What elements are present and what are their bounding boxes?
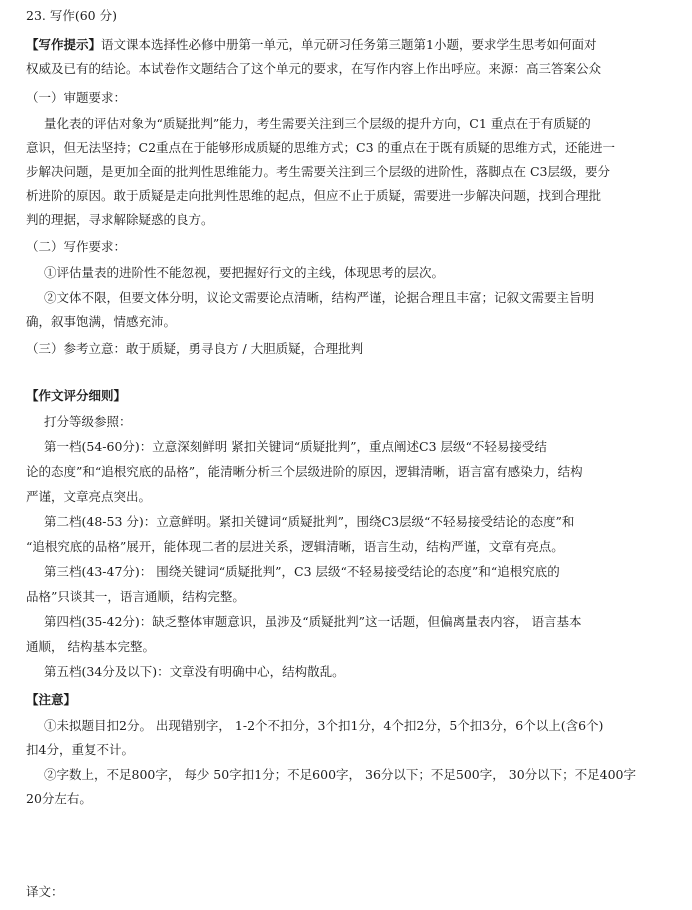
rubric-line-2: 论的态度”和“追根究底的品格”，能清晰分析三个层级进阶的原因，逻辑清晰，语言富有感染力，结构 — [26, 464, 583, 479]
review-line-5: 判的理据，寻求解除疑惑的良方。 — [26, 212, 214, 227]
translation-label: 译文： — [26, 884, 64, 899]
writing-requirement-line-2: ②文体不限，但要文体分明，议论文需要论点清晰，结构严谨，论据合理且丰富；记叙文需要主旨明 — [44, 290, 595, 305]
review-line-4: 析进阶的原因。敢于质疑是走向批判性思维的起点，但应不止于质疑，需要进一步解决问题，找到合理批 — [26, 188, 602, 203]
rubric-heading: 【作文评分细则】 — [26, 388, 127, 403]
rubric-line-5: “追根究底的品格”展开，能体现二者的层进关系，逻辑清晰，语言生动，结构严谨，文章有亮点。 — [26, 539, 564, 554]
reference-theme: （三）参考立意：敢于质疑，勇寻良方 / 大胆质疑，合理批判 — [26, 341, 364, 356]
notes-line-2: 扣4分，重复不计。 — [26, 742, 134, 757]
rubric-intro: 打分等级参照： — [44, 414, 132, 429]
review-line-1: 量化表的评估对象为“质疑批判”能力，考生需要关注到三个层级的提升方向，C1 重点在于有质疑的 — [44, 116, 591, 131]
rubric-line-3: 严谨，文章亮点突出。 — [26, 489, 152, 504]
notes-line-4: 20分左右。 — [26, 791, 92, 806]
writing-requirements-heading: （二）写作要求： — [26, 239, 127, 254]
review-line-2: 意识，但无法坚持；C2重点在于能够形成质疑的思维方式；C3 的重点在于既有质疑的思维方式，还能进一 — [26, 140, 616, 155]
review-line-3: 步解决问题，是更加全面的批判性思维能力。考生需要关注到三个层级的进阶性，落脚点在 C3层级，要分 — [26, 164, 610, 179]
writing-prompt-text-1: 语文课本选择性必修中册第一单元，单元研习任务第三题第1小题，要求学生思考如何面对 — [101, 37, 597, 52]
rubric-line-4: 第二档(48-53 分)：立意鲜明。紧扣关键词“质疑批判”，围绕C3层级“不轻易接受结论的态度”和 — [44, 514, 575, 529]
rubric-line-9: 通顺， 结构基本完整。 — [26, 639, 155, 654]
writing-prompt-line-1 — [26, 37, 596, 53]
writing-prompt-label: 【写作提示】 — [26, 37, 102, 52]
notes-heading: 【注意】 — [26, 692, 77, 707]
rubric-line-1: 第一档(54-60分)：立意深刻鲜明 紧扣关键词“质疑批判”，重点阐述C3 层级“不轻易接受结 — [44, 439, 547, 454]
rubric-line-6: 第三档(43-47分)： 围绕关键词“质疑批判”，C3 层级“不轻易接受结论的态度”和“追根究底的 — [44, 564, 560, 579]
notes-line-1: ①未拟题目扣2分。 出现错别字， 1-2个不扣分，3个扣1分，4个扣2分，5个扣3分，6个以上(含6个) — [44, 718, 604, 733]
rubric-line-10: 第五档(34分及以下)：文章没有明确中心，结构散乱。 — [44, 664, 345, 679]
writing-requirement-line-3: 确，叙事饱满，情感充沛。 — [26, 314, 177, 329]
review-heading: （一）审题要求： — [26, 90, 127, 105]
question-heading: 23. 写作(60 分) — [26, 8, 117, 23]
writing-prompt-line-2: 权威及已有的结论。本试卷作文题结合了这个单元的要求，在写作内容上作出呼应。来源：高三答案公众 — [26, 61, 602, 76]
writing-requirement-line-1: ①评估量表的进阶性不能忽视，要把握好行文的主线，体现思考的层次。 — [44, 265, 445, 280]
rubric-line-8: 第四档(35-42分)：缺乏整体审题意识，虽涉及“质疑批判”这一话题，但偏离量表内容， 语言基本 — [44, 614, 582, 629]
rubric-line-7: 品格”只谈其一，语言通顺，结构完整。 — [26, 589, 245, 604]
notes-line-3: ②字数上，不足800字， 每少 50字扣1分；不足600字， 36分以下；不足500字， 30分以下；不足400字 — [44, 767, 636, 782]
